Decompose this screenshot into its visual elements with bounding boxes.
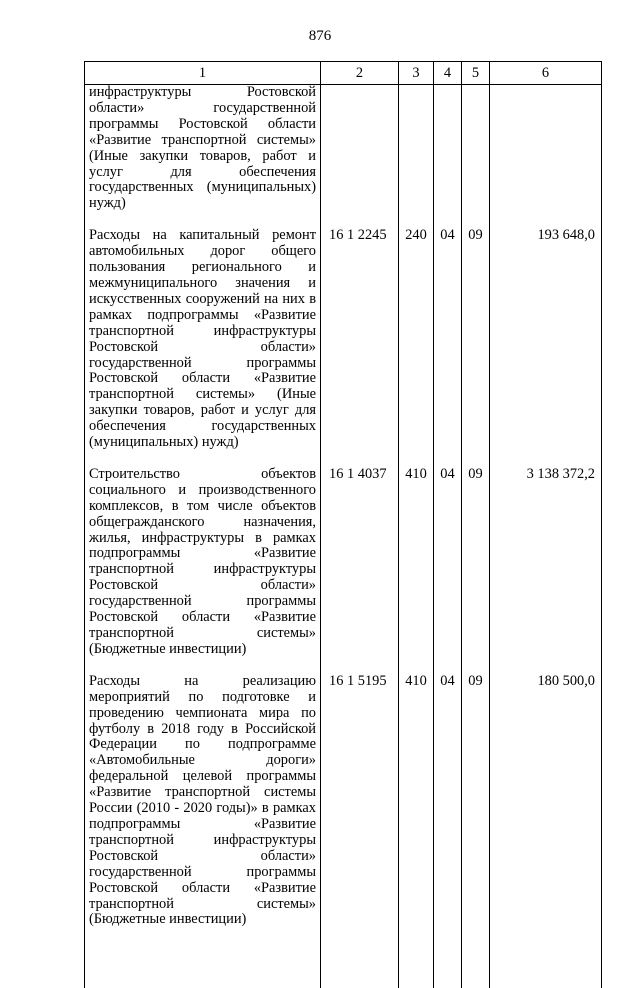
row-subsection: 09	[462, 451, 490, 658]
row-target-code: 16 1 5195	[321, 658, 399, 929]
filler-cell	[399, 928, 434, 988]
table-body	[85, 85, 602, 988]
header-col-2: 2	[321, 62, 399, 85]
row-section: 04	[434, 658, 462, 929]
row-amount	[490, 85, 602, 213]
row-section	[434, 85, 462, 213]
header-col-6: 6	[490, 62, 602, 85]
header-col-5: 5	[462, 62, 490, 85]
row-description: Расходы на реализацию мероприятий по подготовке и проведению чемпионата мира по футболу в 2018 году в Российской Федерации по подпрограмме «Автомобильные дороги» федеральной целевой программы «Развитие транспортной системы России (2010 - 2020 годы)» в рамках подпрограммы «Развитие транспортной инфраструктуры Ростовской области» государственной программы Ростовской области «Развитие транспортной системы» (Бюджетные инвестиции)	[85, 658, 321, 929]
row-amount: 180 500,0	[490, 658, 602, 929]
row-amount: 193 648,0	[490, 212, 602, 451]
page-number: 876	[0, 28, 640, 45]
header-col-4: 4	[434, 62, 462, 85]
filler-cell	[85, 928, 321, 988]
row-expense-type: 410	[399, 451, 434, 658]
row-amount: 3 138 372,2	[490, 451, 602, 658]
row-target-code: 16 1 4037	[321, 451, 399, 658]
row-section: 04	[434, 451, 462, 658]
row-expense-type: 240	[399, 212, 434, 451]
row-subsection: 09	[462, 658, 490, 929]
row-subsection	[462, 85, 490, 213]
row-target-code: 16 1 2245	[321, 212, 399, 451]
budget-table	[84, 61, 602, 988]
table-row	[85, 658, 602, 929]
table-header	[85, 62, 602, 85]
header-col-3: 3	[399, 62, 434, 85]
table-row	[85, 85, 602, 213]
filler-cell	[321, 928, 399, 988]
row-expense-type: 410	[399, 658, 434, 929]
row-subsection: 09	[462, 212, 490, 451]
filler-cell	[490, 928, 602, 988]
table-row	[85, 212, 602, 451]
row-expense-type	[399, 85, 434, 213]
row-target-code	[321, 85, 399, 213]
row-description: инфраструктуры Ростовской области» государственной программы Ростовской области «Развитие транспортной системы» (Иные закупки товаров, работ и услуг для обеспечения государственных (муниципальных) нужд)	[85, 85, 321, 213]
table-row	[85, 451, 602, 658]
row-description: Расходы на капитальный ремонт автомобильных дорог общего пользования регионального и межмуниципального значения и искусственных сооружений на них в рамках подпрограммы «Развитие транспортной инфраструктуры Ростовской области» государственной программы Ростовской области «Развитие транспортной системы» (Иные закупки товаров, работ и услуг для обеспечения государственных (муниципальных) нужд)	[85, 212, 321, 451]
filler-cell	[434, 928, 462, 988]
table-row-filler	[85, 928, 602, 988]
header-col-1: 1	[85, 62, 321, 85]
header-row	[85, 62, 602, 85]
filler-cell	[462, 928, 490, 988]
row-description: Строительство объектов социального и производственного комплексов, в том числе объектов общегражданского назначения, жилья, инфраструктуры в рамках подпрограммы «Развитие транспортной инфраструктуры Ростовской области» государственной программы Ростовской области «Развитие транспортной системы» (Бюджетные инвестиции)	[85, 451, 321, 658]
row-section: 04	[434, 212, 462, 451]
